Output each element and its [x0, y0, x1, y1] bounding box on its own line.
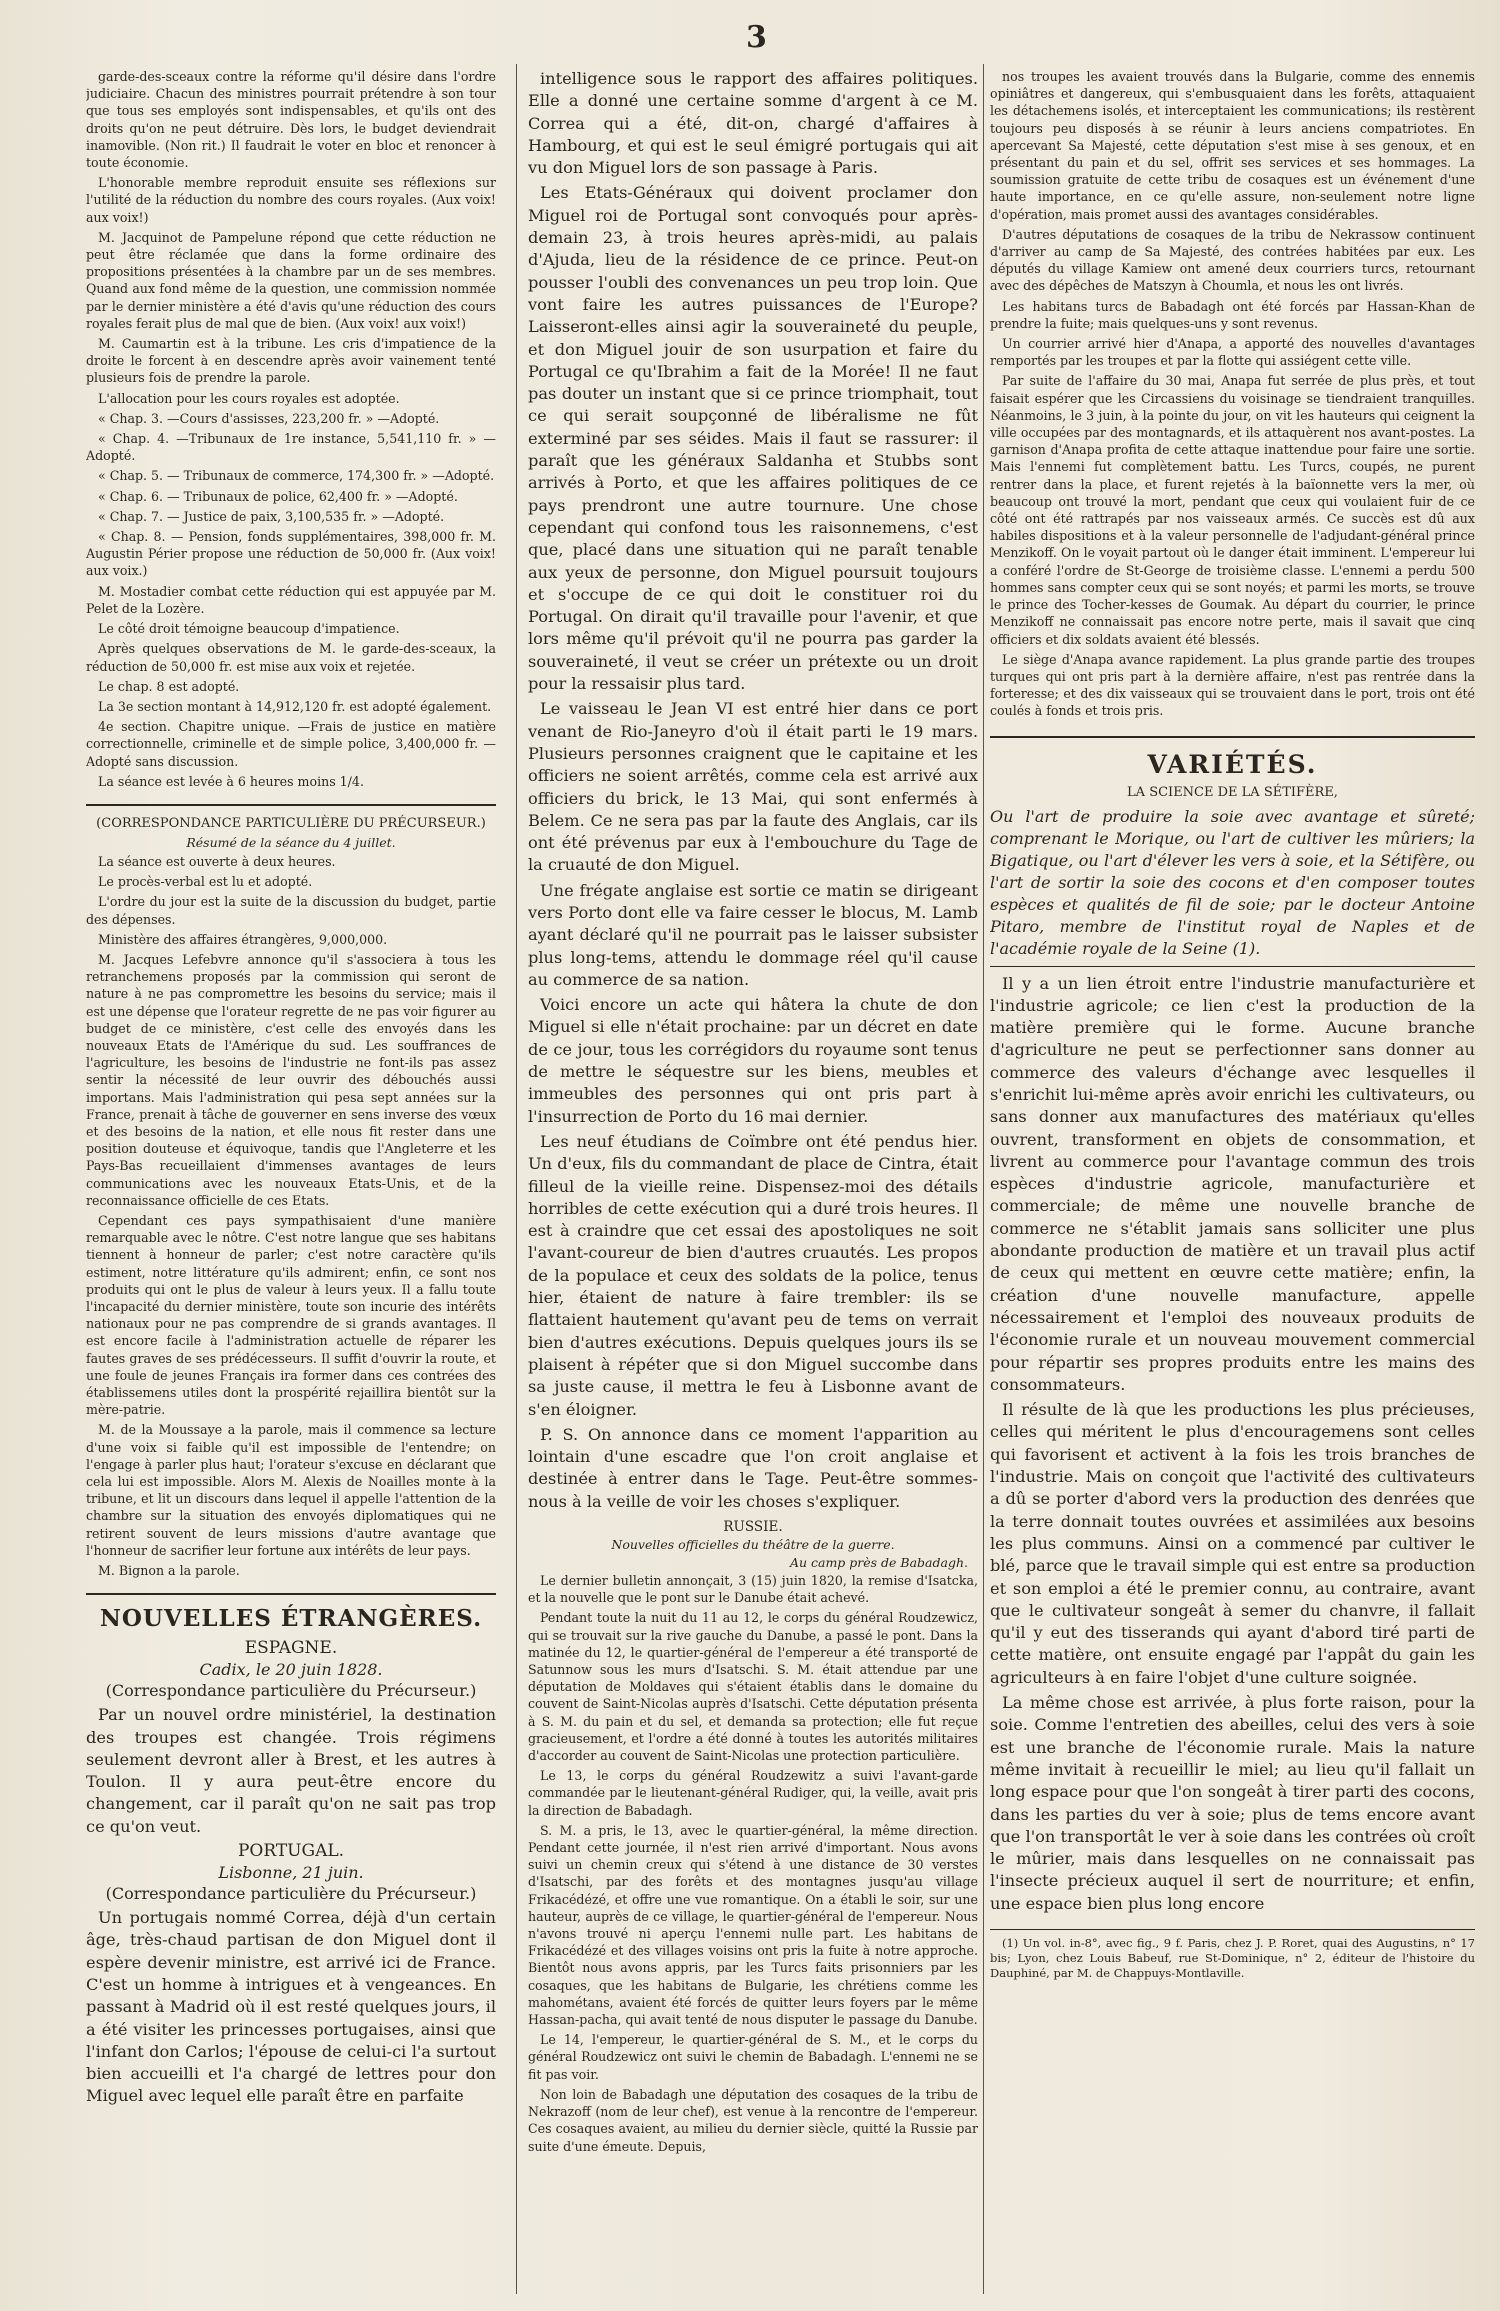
paragraph: Le 13, le corps du général Roudzewitz a suivi l'avant-garde commandée par le lieutenant-général Rudiger, qui, la veille, avait pris la direction de Babadagh. — [528, 1768, 978, 1818]
session-summary — [86, 853, 496, 1579]
paragraph: « Chap. 6. — Tribunaux de police, 62,400 fr. » —Adopté. — [98, 488, 458, 504]
paragraph: Il y a un lien étroit entre l'industrie manufacturière et l'industrie agricole; ce lien c'est la production de la matière première qui le forme. Aucune branche d'agriculture ne peut se perfectionner sans donner au commerce des valeurs d'échange avec lesquelles il s'enrichit lui-même après avoir enrichi les cultivateurs, ou sans donner aux manufactures des matériaux qu'elles ouvrent, transforment en objets de consommation, et livrent au commerce pour l'avantage commun des trois espèces d'industrie agricole, manufacturière et commerciale; de même une nouvelle branche de commerce ne s'établit jamais sans solliciter une plus abondante production de matière et un travail plus actif de ceux qui mettent en œuvre cette matière; enfin, la création d'une nouvelle manufacture, appelle nécessairement et l'emploi des nouveaux produits de l'économie rurale et un nouveau mouvement commercial pour répartir ses propres produits entre les mains des consommateurs. — [990, 973, 1475, 1394]
paragraph: Voici encore un acte qui hâtera la chute de don Miguel si elle n'était prochaine: par un décret en date de ce jour, tous les corrégidors du royaume sont tenus de mettre le séquestre sur les biens, meubles et immeubles des personnes qui ont pris part à l'insurrection de Porto du 16 mai dernier. — [528, 995, 978, 1126]
varietes-book-subtitle: Ou l'art de produire la soie avec avantage et sûreté; comprenant le Morique, ou l'art de cultiver les mûriers; la Bigatique, ou l'art d'élever les vers à soie, et la Sétifère, ou l'art de sortir la soie des cocons et d'en composer toutes espèces et qualités de fil de soie; par le docteur Antoine Pitaro, membre de l'institut royal de Naples et de l'académie royale de la Seine (1). — [990, 806, 1475, 967]
correspondance-heading: (CORRESPONDANCE PARTICULIÈRE DU PRÉCURSEUR.) — [86, 804, 496, 831]
paragraph: Il résulte de là que les productions les plus précieuses, celles qui méritent le plus d'encouragemens sont celles qui favorisent et activent à la fois les trois branches de l'industrie. Mais on conçoit que l'activité des cultivateurs a dû se porter d'abord vers la production des denrées que la terre donnait toutes ouvrées et assimilées aux besoins les plus communs. Ainsi on a commencé par cultiver le blé, parce que le travail simple qui est entre sa production et son emploi a été le premier connu, au contraire, avant que le cultivateur songeât à semer du chanvre, il fallait qu'il y eut des tisserands qui ayant d'abord tiré parti de cette matière, ont ensuite engagé par l'appât du gain les agriculteurs à en faire l'objet d'une culture soignée. — [990, 1400, 1475, 1687]
paragraph: Un courrier arrivé hier d'Anapa, a apporté des nouvelles d'avantages remportés par les troupes et par la flotte qui assiégent cette ville. — [990, 336, 1475, 369]
paragraph: La séance est levée à 6 heures moins 1/4. — [98, 773, 364, 789]
paragraph: Ministère des affaires étrangères, 9,000,000. — [98, 931, 388, 947]
espagne-article: Par un nouvel ordre ministériel, la destination des troupes est changée. Trois régimens seulement devront aller à Brest, et les autres à Toulon. Il y aura peut-être encore du changement, car il paraît qu'on ne sait pas trop ce qu'on veut. — [86, 1705, 496, 1836]
paragraph: Le procès-verbal est lu et adopté. — [98, 874, 313, 890]
paragraph: Par suite de l'affaire du 30 mai, Anapa fut serrée de plus près, et tout faisait espérer que les Circassiens du voisinage se tiendraient tranquilles. Néanmoins, le 3 juin, à la pointe du jour, on vit les hauteurs qui ceignent la ville occupées par des montagnards, et ils attaquèrent nos avant-postes. La garnison d'Anapa profita de cette attaque inattendue pour faire une sortie. Mais l'ennemi fut complètement battu. Les Turcs, coupés, ne purent rentrer dans la place, et furent rejetés à la baïonnette vers la mer, où beaucoup ont trouvé la mort, pendant que ceux qui voulaient fuir de ce côté ont été rattrapés par nos vaisseaux armés. Ce succès est dû aux habiles dispositions et à la valeur personnelle de l'adjudant-général prince Menzikoff. On le voyait partout où le danger était imminent. L'empereur lui a conféré l'ordre de St-George de troisième classe. L'ennemi a perdu 500 hommes sans compter ceux qui se sont noyés; et parmi les morts, se trouve le prince des Tocher-kesses de Goumak. Au départ du courrier, le prince Menzikoff ne connaissait pas encore notre perte, mais il savait que cinq officiers et dix soldats avaient été blessés. — [990, 373, 1475, 647]
russie-subtitle: Nouvelles officielles du théâtre de la guerre. — [611, 1537, 895, 1552]
paragraph: Les neuf étudians de Coïmbre ont été pendus hier. Un d'eux, fils du commandant de place de Cintra, était filleul de la vieille reine. Dispensez-moi des détails horribles de cette exécution qui a duré trois heures. Il est à craindre que cet essai des apostoliques ne soit l'avant-coureur de bien d'autres cruautés. Les propos de la populace et ceux des soldats de la police, tenus hier, étaient de nature à faire trembler: ils se flattaient hautement qu'avant peu de tems on verrait bien d'autres exécutions. Depuis quelques jours ils se plaisent à répéter que si don Miguel succombe dans sa juste cause, il mettra le feu à Lisbonne avant de s'en éloigner. — [528, 1131, 978, 1419]
column-2 — [528, 68, 978, 2293]
paragraph: La séance est ouverte à deux heures. — [98, 853, 336, 869]
column-1 — [86, 68, 496, 2293]
paragraph: Le côté droit témoigne beaucoup d'impatience. — [98, 621, 400, 637]
varietes-heading: VARIÉTÉS. — [990, 736, 1475, 779]
paragraph: M. Caumartin est à la tribune. Les cris d'impatience de la droite le forcent à en descendre après avoir vainement tenté plusieurs fois de prendre la parole. — [86, 336, 496, 386]
paragraph: Après quelques observations de M. le garde-des-sceaux, la réduction de 50,000 fr. est mise aux voix et rejetée. — [86, 641, 496, 674]
paragraph: Pendant toute la nuit du 11 au 12, le corps du général Roudzewicz, qui se trouvait sur la rive gauche du Danube, a passé le pont. Dans la matinée du 12, le quartier-général de l'empereur a été transporté de Satunnow sous les murs d'Isatschi. S. M. était attendue par une députation de Moldaves qui s'étaient établis dans le domaine du couvent de Saint-Nicolas auprès d'Isatschi. Cette députation présenta à S. M. du pain et du sel, et demanda sa protection; elle fut reçue gracieusement, et l'ordre a été donné à toutes les autorités militaires d'accorder au couvent de Saint-Nicolas une protection particulière. — [528, 1610, 978, 1764]
footnote: (1) Un vol. in-8°, avec fig., 9 f. Paris, chez J. P. Roret, quai des Augustins, n° 17 bis; Lyon, chez Louis Babeuf, rue St-Dominique, n° 2, éditeur de l'histoire du Dauphiné, par M. de Chappuys-Montlaville. — [990, 1929, 1475, 1981]
paragraph: Le 14, l'empereur, le quartier-général de S. M., et le corps du général Roudzewicz ont suivi le chemin de Babadagh. L'ennemi ne se fit pas voir. — [528, 2032, 978, 2082]
column-3 — [990, 68, 1475, 2293]
paragraph: P. S. On annonce dans ce moment l'apparition au lointain d'une escadre que l'on croit anglaise et destinée à entrer dans le Tage. Peut-être sommes-nous à la veille de voir les choses s'expliquer. — [528, 1424, 978, 1511]
lisbonne-dateline: Lisbonne, 21 juin. — [218, 1863, 364, 1883]
paragraph: Le chap. 8 est adopté. — [98, 678, 240, 694]
paragraph: M. Jacques Lefebvre annonce qu'il s'associera à tous les retranchemens proposés par la commission qui seront de nature à ne pas compromettre les besoins du service; mais il est une dépense que l'orateur regrette de ne pas voir figurer au budget de ce ministère, c'est celle des envoyés dans les nouveaux Etats de l'Amérique du sud. Les souffrances de l'agriculture, les besoins de l'industrie ne font-ils pas assez sentir la nécessité de leur ouvrir des débouchés aussi importans. Mais l'administration qui pesa sept années sur la France, prenait à tâche de gouverner en sens inverse des vœux et des besoins de la nation, et elle nous fit rester dans une position douteuse et équivoque, tandis que l'Angleterre et les Pays-Bas recueillaient d'immenses avantages de leurs communications avec les nouveaux Etats-Unis, et de la reconnaissance officielle de ces Etats. — [86, 951, 496, 1208]
nouvelles-etrangeres-heading: NOUVELLES ÉTRANGÈRES. — [86, 1593, 496, 1632]
paragraph: L'allocation pour les cours royales est adoptée. — [98, 390, 400, 406]
cadix-dateline: Cadix, le 20 juin 1828. — [199, 1660, 383, 1680]
portugal-article: Un portugais nommé Correa, déjà d'un certain âge, très-chaud partisan de don Miguel dont il espère devenir ministre, est arrivé ici de France. C'est un homme à intrigues et à vengeances. En passant à Madrid où il est resté quelques jours, il a été visiter les princesses portugaises, ainsi que l'infant don Carlos; l'épouse de celui-ci l'a surtout bien accueilli et l'a chargé de lettres pour don Miguel avec lequel elle paraît être en parfaite — [86, 1908, 496, 2106]
column-rule — [983, 64, 984, 2294]
espagne-correspondance: (Correspondance particulière du Précurseur.) — [105, 1681, 477, 1701]
portugal-article-continued — [528, 68, 978, 1513]
paragraph: D'autres députations de cosaques de la tribu de Nekrassow continuent d'arriver au camp de Sa Majesté, des contrées habitées par eux. Les députés du village Kamiew ont amené deux courriers turcs, retournant avec des dépêches de Matszyn à Choumla, et nous les ont livrés. — [990, 226, 1475, 294]
portugal-correspondance: (Correspondance particulière du Précurseur.) — [105, 1884, 477, 1904]
paragraph: Le vaisseau le Jean VI est entré hier dans ce port venant de Rio-Janeyro d'où il était parti le 19 mars. Plusieurs personnes craignent que le capitaine et les officiers ne soient arrêtés, comme cela est arrivé aux officiers du brick, le 13 Mai, qui sont enfermés à Belem. Ce ne sera pas par la faute des Anglais, car ils ont été prévenus par eux à l'embouchure du Tage de la cruauté de don Miguel. — [528, 699, 978, 875]
paragraph: L'ordre du jour est la suite de la discussion du budget, partie des dépenses. — [86, 894, 496, 927]
budget-debate-continued — [86, 68, 496, 790]
paragraph: Les Etats-Généraux qui doivent proclamer don Miguel roi de Portugal sont convoqués pour après-demain 23, à trois heures après-midi, au palais d'Ajuda, lieu de la résidence de ce prince. Peut-on pousser l'oubli des convenances un peu trop loin. Que vont faire les autres puissances de l'Europe? Laisseront-elles ainsi agir la souveraineté du peuple, et don Miguel jouir de son usurpation et faire du Portugal ce qu'Ibrahim a fait de la Morée! Il ne faut pas douter un instant que si ce prince triomphait, tout ce qui serait soupçonné de libéralisme ne fût exterminé par ses séides. Mais il faut se rassurer: il paraît que les généraux Saldanha et Stubbs sont arrivés à Porto, et que les affaires politiques de ce pays prendront une autre tournure. Une chose cependant qui confond tous les raisonnemens, c'est que, placé dans une situation qui ne paraît tenable aux yeux de personne, don Miguel poursuit toujours et s'occupe de ce qui doit le constituer roi du Portugal. On dirait qu'il travaille pour l'avenir, et que lors même qu'il prévoit qu'il ne pourra pas garder la souveraineté, il veut se créer un prétexte ou un droit pour la ressaisir plus tard. — [528, 183, 978, 694]
paragraph: Cependant ces pays sympathisaient d'une manière remarquable avec le nôtre. C'est notre langue que ses habitans tiennent à honneur de parler; c'est notre caractère qu'ils estiment, notre littérature qu'ils admirent; enfin, ce sont nos produits qui ont le plus de valeur à leurs yeux. Il a fallu toute l'incapacité du dernier ministère, toute son incurie des intérêts nationaux pour ne pas comprendre de si grands avantages. Il est encore facile à l'administration actuelle de réparer les fautes graves de ses prédécesseurs. Il suffit d'ouvrir la route, et une foule de jeunes Français ira former dans ces contrées des établissemens utiles dont la prospérité rejaillira bientôt sur la mère-patrie. — [86, 1212, 496, 1418]
paragraph: M. Bignon a la parole. — [98, 1563, 240, 1579]
paragraph: M. de la Moussaye a la parole, mais il commence sa lecture d'une voix si faible qu'il est impossible de l'entendre; on l'engage à parler plus haut; l'orateur s'excuse en déclarant que cela lui est impossible. Alors M. Alexis de Noailles monte à la tribune, et lit un discours dans lequel il appelle l'attention de la chambre sur la situation des envoyés diplomatiques qui ne retirent souvent de leurs missions d'autre avantage que l'honneur de sacrifier leur fortune aux intérêts de leur pays. — [86, 1422, 496, 1558]
paragraph: M. Jacquinot de Pampelune répond que cette réduction ne peut être réclamée que dans la forme ordinaire des propositions présentées à la chambre par un de ses membres. Quand aux fond même de la question, une commission nommée par le dernier ministère a été d'avis qu'une réduction des cours royales ferait plus de mal que de bien. (Aux voix! aux voix!) — [86, 229, 496, 331]
paragraph: « Chap. 8. — Pension, fonds supplémentaires, 398,000 fr. M. Augustin Périer propose une réduction de 50,000 fr. (Aux voix! aux voix.) — [86, 529, 496, 579]
russie-bulletin — [528, 1572, 978, 2155]
paragraph: « Chap. 3. —Cours d'assisses, 223,200 fr. » —Adopté. — [98, 410, 440, 426]
paragraph: M. Mostadier combat cette réduction qui est appuyée par M. Pelet de la Lozère. — [86, 583, 496, 616]
country-portugal: PORTUGAL. — [237, 1841, 345, 1862]
page-number: 3 — [746, 20, 767, 55]
paragraph: « Chap. 7. — Justice de paix, 3,100,535 fr. » —Adopté. — [98, 508, 445, 524]
session-summary-subtitle: Résumé de la séance du 4 juillet. — [186, 834, 396, 850]
paragraph: « Chap. 5. — Tribunaux de commerce, 174,300 fr. » —Adopté. — [98, 468, 495, 484]
paragraph: 4e section. Chapitre unique. —Frais de justice en matière correctionnelle, criminelle et de simple police, 3,400,000 fr. —Adopté sans discussion. — [86, 719, 496, 769]
paragraph: Non loin de Babadagh une députation des cosaques de la tribu de Nekrazoff (nom de leur chef), est venue à la rencontre de l'empereur. Ces cosaques avaient, au milieu du dernier siècle, quitté la Russie par suite d'une émeute. Depuis, — [528, 2086, 978, 2154]
column-rule — [516, 64, 517, 2294]
paragraph: La même chose est arrivée, à plus forte raison, pour la soie. Comme l'entretien des abeilles, celui des vers à soie est une branche de l'économie rurale. Mais la nature même invitait à recueillir le miel; au lieu qu'il fallait un long espace pour que l'on songeât à tirer parti des cocons, dans les parties du ver à soie; plus de tems encore avant que l'on transportât le ver à soie dans les contrées où croît le mûrier, mais dans lesquelles on ne connaissait pas l'insecte précieux auquel il sert de nourriture; et enfin, une espace bien plus long encore — [990, 1693, 1475, 1913]
paragraph: La 3e section montant à 14,912,120 fr. est adopté également. — [98, 698, 492, 714]
paragraph: Le siège d'Anapa avance rapidement. La plus grande partie des troupes turques qui ont pris part à la dernière affaire, n'est pas rentrée dans la forteresse; et des dix vaisseaux qui se trouvaient dans le port, trois ont été coulés à fonds et trois pris. — [990, 651, 1475, 719]
paragraph: L'honorable membre reproduit ensuite ses réflexions sur l'utilité de la réduction du nombre des cours royales. (Aux voix! aux voix!) — [86, 175, 496, 225]
paragraph: garde-des-sceaux contre la réforme qu'il désire dans l'ordre judiciaire. Chacun des ministres pourrait prétendre à son tour que tous ses employés sont indispensables, et qu'ils ont des droits qu'on ne peut détruire. Dès lors, le budget deviendrait inamovible. (Non rit.) Il faudrait le voter en bloc et renoncer à toute économie. — [86, 69, 496, 171]
varietes-book-title: LA SCIENCE DE LA SÉTIFÈRE, — [1127, 784, 1338, 800]
paragraph: S. M. a pris, le 13, avec le quartier-général, la même direction. Pendant cette journée, il n'est rien arrivé d'important. Nous avons suivi un chemin creux qui s'étend à une distance de 30 verstes d'Isatschi, par des forêts et des montagnes jusqu'au village Frikacédézé, et offre une vue romantique. On a établi le soir, sur une hauteur, auprès de ce village, le quartier-général de l'empereur. Nous n'avons trouvé ni aperçu l'ennemi nulle part. Les habitans de Frikacédézé et des villages voisins ont pris la fuite à notre approche. Bientôt nous avons appris, par les Turcs faits prisonniers par les cosaques, que les habitans de Bulgarie, les chrétiens comme les mahométans, avaient été forcés de quitter leurs foyers par le même Hassan-pacha, qui avait tenté de nous disputer le passage du Danube. — [528, 1822, 978, 2028]
country-russie: RUSSIE. — [723, 1519, 783, 1535]
paragraph: Une frégate anglaise est sortie ce matin se dirigeant vers Porto dont elle va faire cesser le blocus, M. Lamb ayant déclaré qu'il ne pourrait pas le laisser subsister plus long-tems, attendu le dommage réel qu'il cause au commerce de sa nation. — [528, 880, 978, 989]
paragraph: intelligence sous le rapport des affaires politiques. Elle a donné une certaine somme d'argent à ce M. Correa qui a été, dit-on, chargé d'affaires à Hambourg, et qui est le seul émigré portugais qui ait vu don Miguel lors de son passage à Paris. — [528, 69, 978, 178]
russie-dateline: Au camp près de Babadagh. — [789, 1555, 968, 1570]
russie-bulletin-continued — [990, 68, 1475, 720]
varietes-article — [990, 973, 1475, 1915]
paragraph: Les habitans turcs de Babadagh ont été forcés par Hassan-Khan de prendre la fuite; mais quelques-uns y sont revenus. — [990, 298, 1475, 331]
country-espagne: ESPAGNE. — [244, 1638, 338, 1659]
paragraph: « Chap. 4. —Tribunaux de 1re instance, 5,541,110 fr. » —Adopté. — [86, 431, 496, 464]
paragraph: Le dernier bulletin annonçait, 3 (15) juin 1820, la remise d'Isatcka, et la nouvelle que le pont sur le Danube était achevé. — [528, 1573, 978, 1606]
paragraph: nos troupes les avaient trouvés dans la Bulgarie, comme des ennemis opiniâtres et dangereux, qui s'embusquaient dans les forêts, attaquaient les détachemens isolés, et interceptaient les communications; ils restèrent toujours peu disposés à se réunir à leurs anciens compatriotes. En apercevant Sa Majesté, cette députation s'est mise à ses genoux, et en présentant du pain et du sel, offrit ses services et ses hommages. La soumission gratuite de cette tribu de cosaques est un événement d'une haute importance, en ce qu'elle assure, non-seulement notre ligne d'opération, mais promet aussi des avantages considérables. — [990, 69, 1475, 222]
